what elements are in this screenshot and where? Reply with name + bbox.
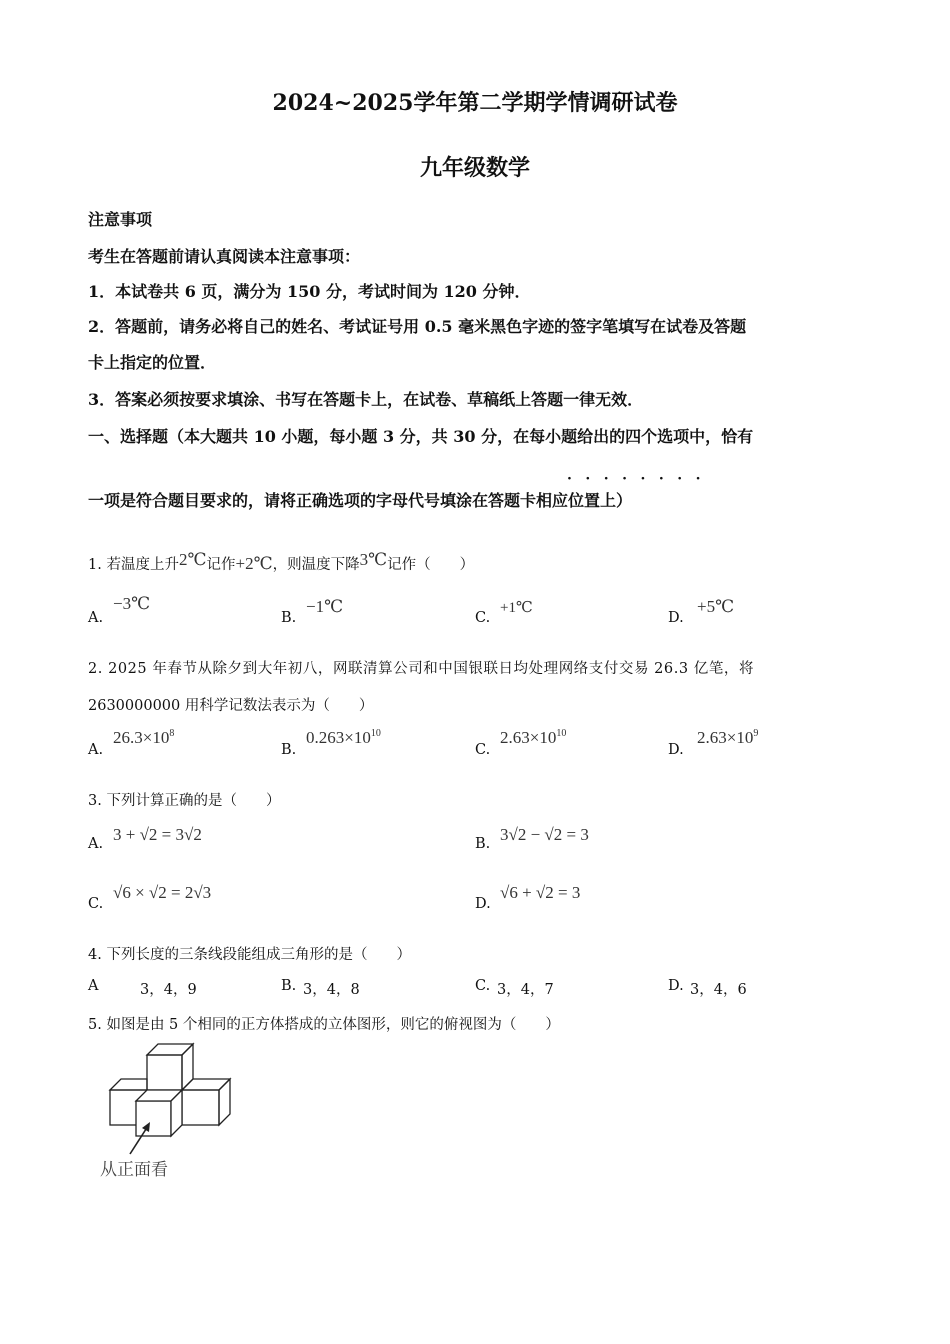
q1-option-c-value: +1℃ (500, 600, 533, 616)
q1-part1: 1. 若温度上升 (88, 557, 179, 573)
section-1-line2-emph: 答题卡相应位置上 (488, 491, 617, 510)
q1-option-b-value: −1℃ (306, 597, 344, 616)
question-5: 5. 如图是由 5 个相同的正方体搭成的立体图形，则它的俯视图为（ ） (88, 1017, 560, 1033)
q2-option-d-label: D. (668, 742, 684, 758)
q3-option-b-value: 3√2 − √2 = 3 (500, 825, 589, 844)
question-1 (88, 550, 474, 574)
emphasis-dots: ········ (567, 471, 714, 487)
question-3: 3. 下列计算正确的是（ ） (88, 793, 281, 809)
q4-option-d-label: D. (668, 978, 684, 994)
q2-option-a-exp: 8 (169, 728, 175, 739)
notice-heading: 注意事项 (88, 210, 153, 229)
q3-option-a-value: 3 + √2 = 3√2 (113, 825, 202, 844)
q4-option-b-label: B. (281, 978, 297, 994)
q2-option-c-value (500, 728, 566, 748)
section-1-line2-post: ） (616, 491, 633, 510)
exam-subject: 九年级数学 (419, 155, 530, 181)
right-cube-front (182, 1090, 219, 1125)
q1-part2: 记作 (206, 557, 236, 573)
q2-option-d-value (697, 728, 758, 748)
section-1-line1: 一、选择题（本大题共 10 小题，每小题 3 分，共 30 分，在每小题给出的四个选项中，恰有 (88, 427, 754, 446)
q4-option-b-value: 3，4，8 (303, 982, 360, 998)
q1-part3: ，则温度下降 (272, 557, 360, 573)
right-cube-side (219, 1079, 230, 1125)
q2-option-b-exp: 10 (370, 728, 381, 739)
exam-title: 2024~2025学年第二学期学情调研试卷 (272, 90, 678, 116)
q4-option-a-label: A (88, 978, 99, 994)
notice-item-2-line2: 卡上指定的位置． (88, 353, 217, 372)
q1-option-c-label: C. (475, 610, 491, 626)
top-cube-front (147, 1055, 182, 1090)
q3-option-a-label: A. (88, 836, 104, 852)
notice-item-2-line1: 2．答题前，请务必将自己的姓名、考试证号用 0.5 毫米黑色字迹的签字笔填写在试卷及答题 (88, 317, 747, 336)
arrow-icon (120, 1118, 160, 1158)
notice-item-1: 1．本试卷共 6 页，满分为 150 分，考试时间为 120 分钟． (88, 282, 531, 301)
q2-option-d-exp: 9 (753, 728, 759, 739)
figure-caption: 从正面看 (100, 1160, 168, 1180)
q3-option-d-value: √6 + √2 = 3 (500, 883, 581, 902)
q2-option-a-label: A. (88, 742, 104, 758)
q1-option-b-label: B. (281, 610, 297, 626)
top-cube-top (147, 1044, 193, 1055)
notice-intro: 考生在答题前请认真阅读本注意事项： (88, 247, 361, 266)
q2-option-c-base: 2.63×10 (500, 728, 557, 747)
q2-option-a-base: 26.3×10 (113, 728, 170, 747)
question-4: 4. 下列长度的三条线段能组成三角形的是（ ） (88, 947, 411, 963)
q2-option-b-base: 0.263×10 (306, 728, 371, 747)
q1-math1: 2℃ (178, 550, 207, 569)
left-cube-top (110, 1079, 147, 1090)
q3-option-d-label: D. (475, 896, 491, 912)
q4-option-d-value: 3，4，6 (690, 982, 747, 998)
q1-option-a-value: −3℃ (113, 594, 151, 613)
q2-option-a-value (113, 728, 174, 748)
section-1-line2 (88, 488, 632, 511)
right-cube-top (182, 1079, 230, 1090)
q1-option-d-value: +5℃ (697, 597, 735, 616)
q1-option-a-label: A. (88, 610, 104, 626)
question-2-line2: 2630000000 用科学记数法表示为（ ） (88, 698, 374, 714)
q2-option-c-label: C. (475, 742, 491, 758)
q2-option-c-exp: 10 (556, 728, 567, 739)
q4-option-c-value: 3，4，7 (497, 982, 554, 998)
q2-option-b-value (306, 728, 381, 748)
q1-option-d-label: D. (668, 610, 684, 626)
q1-math2: +2℃ (235, 554, 273, 573)
q1-part4: 记作（ ） (387, 557, 475, 573)
top-cube-side (182, 1044, 193, 1090)
q2-option-b-label: B. (281, 742, 297, 758)
q1-math3: 3℃ (359, 550, 388, 569)
q2-option-d-base: 2.63×10 (697, 728, 754, 747)
question-2-line1: 2. 2025 年春节从除夕到大年初八，网联清算公司和中国银联日均处理网络支付交易 26.3 亿笔，将 (88, 661, 755, 677)
section-1-line2-pre: 一项是符合题目要求的，请将正确选项的字母代号填涂在 (88, 491, 489, 510)
notice-item-3: 3．答案必须按要求填涂、书写在答题卡上，在试卷、草稿纸上答题一律无效． (88, 390, 644, 409)
q3-option-c-value: √6 × √2 = 2√3 (113, 883, 212, 902)
q3-option-b-label: B. (475, 836, 491, 852)
q4-option-c-label: C. (475, 978, 491, 994)
q3-option-c-label: C. (88, 896, 104, 912)
q4-option-a-value: 3，4，9 (140, 982, 197, 998)
